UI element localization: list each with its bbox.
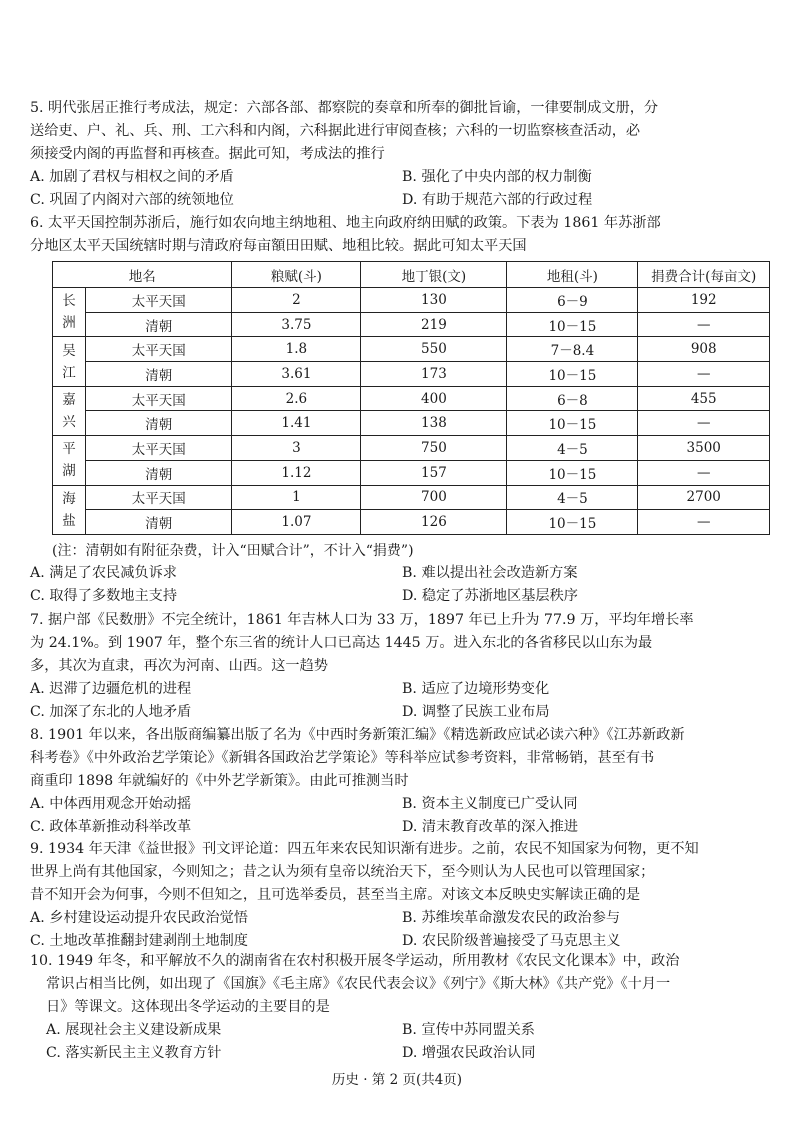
table-cell: 清朝 (86, 460, 232, 485)
table-cell: 1 (232, 485, 361, 510)
question-6-options (30, 562, 770, 608)
region-cell: 长 洲 (53, 288, 86, 337)
option-b: B. 强化了中央内部的权力制衡 (402, 169, 592, 185)
question-8-line: 8. 1901 年以来，各出版商编纂出版了名为《中西时务新策汇编》《精选新政应试必读六种》《江苏新政新 (30, 727, 685, 743)
table-cell: — (638, 312, 770, 337)
table-cell: 太平天国 (86, 436, 232, 461)
table-row (53, 485, 770, 510)
option-d: D. 农民阶级普遍接受了马克思主义 (402, 933, 621, 949)
table-cell: 清朝 (86, 510, 232, 535)
question-5-line: 送给吏、户、礼、兵、刑、工六科和内阁，六科据此进行审阅查核；六科的一切监察核查活动，必 (30, 123, 641, 139)
table-cell: 太平天国 (86, 386, 232, 411)
option-c: C. 政体革新推动科举改革 (30, 819, 192, 835)
table-row (53, 386, 770, 411)
table-cell: 138 (361, 411, 507, 436)
option-c: C. 土地改革推翻封建剥削土地制度 (30, 933, 248, 949)
table-row (53, 337, 770, 362)
question-8-line: 科考卷》《中外政治艺学策论》《新辑各国政治艺学策论》等科举应试参考资料，非常畅销，甚至有书 (30, 750, 655, 766)
region-cell: 吴 江 (53, 337, 86, 386)
table-cell: 太平天国 (86, 337, 232, 362)
question-5-line: 须接受内阁的再监督和再核查。据此可知，考成法的推行 (30, 146, 385, 162)
option-c: C. 巩固了内阁对六部的统领地位 (30, 192, 234, 208)
table-cell: 清朝 (86, 411, 232, 436)
question-10-line: 10. 1949 年冬，和平解放不久的湖南省在农村积极开展冬学运动，所用教材《农民文化课本》中，政治 (30, 953, 680, 969)
table-cell: 126 (361, 510, 507, 535)
table-row (53, 312, 770, 337)
table-row (53, 460, 770, 485)
option-a: A. 展现社会主义建设新成果 (46, 1022, 222, 1038)
option-b: B. 苏维埃革命激发农民的政治参与 (402, 910, 621, 926)
table-cell: 10－15 (507, 510, 638, 535)
table-cell: 太平天国 (86, 288, 232, 313)
table-cell: — (638, 460, 770, 485)
table-cell: 157 (361, 460, 507, 485)
table-cell: 1.41 (232, 411, 361, 436)
table-cell: 219 (361, 312, 507, 337)
header-cell: 粮赋(斗) (232, 262, 361, 288)
region-cell: 海 盐 (53, 485, 86, 534)
table-cell: 3 (232, 436, 361, 461)
header-cell: 地租(斗) (507, 262, 638, 288)
table-cell: 130 (361, 288, 507, 313)
table-cell: 400 (361, 386, 507, 411)
option-d: D. 清末教育改革的深入推进 (402, 819, 578, 835)
question-8 (30, 724, 770, 839)
table-cell: — (638, 362, 770, 387)
table-cell: 4－5 (507, 485, 638, 510)
table-cell: 2700 (638, 485, 770, 510)
table-cell: 3.75 (232, 312, 361, 337)
region-cell: 嘉 兴 (53, 386, 86, 435)
table-cell: 455 (638, 386, 770, 411)
table-cell: 700 (361, 485, 507, 510)
table-cell: 4－5 (507, 436, 638, 461)
question-9-line: 世界上尚有其他国家，今则知之；昔之认为须有皇帝以统治天下，至今则认为人民也可以管理国家； (30, 864, 655, 880)
table-cell: 6－9 (507, 288, 638, 313)
table-note: (注：清朝如有附征杂费，计入“田赋合计”，不计入“捐费”) (52, 543, 414, 559)
option-b: B. 宣传中苏同盟关系 (402, 1022, 535, 1038)
option-c: C. 取得了多数地主支持 (30, 588, 178, 604)
region-cell: 平 湖 (53, 436, 86, 485)
option-a: A. 乡村建设运动提升农民政治觉悟 (30, 910, 248, 926)
question-6-line: 6. 太平天国控制苏浙后，施行如农向地主纳地租、地主向政府纳田赋的政策。下表为 1861 年苏浙部 (30, 215, 661, 231)
table-cell: 太平天国 (86, 485, 232, 510)
table-cell: 173 (361, 362, 507, 387)
table-cell: 3500 (638, 436, 770, 461)
table-row (53, 436, 770, 461)
question-5-line: 5. 明代张居正推行考成法，规定：六部各部、都察院的奏章和所奉的御批旨谕，一律要制成文册，分 (30, 100, 659, 116)
question-9-options (30, 907, 770, 953)
option-b: B. 资本主义制度已广受认同 (402, 796, 578, 812)
question-5 (30, 97, 770, 212)
question-7 (30, 609, 770, 724)
table-cell: 10－15 (507, 362, 638, 387)
option-c: C. 加深了东北的人地矛盾 (30, 704, 192, 720)
option-a: A. 迟滞了边疆危机的进程 (30, 681, 192, 697)
option-c: C. 落实新民主主义教育方针 (46, 1045, 222, 1061)
table-row (53, 288, 770, 313)
question-6 (30, 212, 770, 258)
table-cell: 6－8 (507, 386, 638, 411)
table-cell: 550 (361, 337, 507, 362)
question-9 (30, 838, 770, 953)
question-7-line: 为 24.1%。到 1907 年，整个东三省的统计人口已高达 1445 万。进入东北的各省移民以山东为最 (30, 635, 653, 651)
table-cell: 10－15 (507, 411, 638, 436)
table-cell: 2.6 (232, 386, 361, 411)
table-cell: 750 (361, 436, 507, 461)
table-cell: 1.07 (232, 510, 361, 535)
table-cell: 1.8 (232, 337, 361, 362)
option-d: D. 有助于规范六部的行政过程 (402, 192, 593, 208)
question-6-line: 分地区太平天国统辖时期与清政府每亩額田田赋、地租比较。据此可知太平天国 (30, 238, 527, 254)
question-9-line: 9. 1934 年天津《益世报》刊文评论道：四五年来农民知识渐有进步。之前，农民不知国家为何物，更不知 (30, 841, 699, 857)
table-row (53, 362, 770, 387)
page-footer: 历史 · 第 2 页(共4页) (331, 1072, 463, 1088)
option-d: D. 调整了民族工业布局 (402, 704, 550, 720)
tax-comparison-table (52, 261, 770, 535)
option-d: D. 稳定了苏浙地区基层秩序 (402, 588, 578, 604)
table-cell: — (638, 411, 770, 436)
table-cell: — (638, 510, 770, 535)
header-cell: 地丁银(文) (361, 262, 507, 288)
table-cell: 3.61 (232, 362, 361, 387)
question-8-options (30, 793, 770, 839)
question-7-line: 多，其次为直隶，再次为河南、山西。这一趋势 (30, 658, 328, 674)
question-7-line: 7. 据户部《民数册》不完全统计，1861 年吉林人口为 33 万，1897 年已上升为 77.9 万，平均年增长率 (30, 612, 694, 628)
option-a: A. 中体西用观念开始动摇 (30, 796, 192, 812)
table-cell: 清朝 (86, 312, 232, 337)
question-9-line: 昔不知开会为何事，今则不但知之，且可选举委员，甚至当主席。对该文本反映史实解读正确的是 (30, 887, 641, 903)
header-cell: 地名 (53, 262, 232, 288)
table-header-row (53, 262, 770, 288)
question-10 (30, 950, 770, 1065)
table-cell: 908 (638, 337, 770, 362)
question-7-options (30, 678, 770, 724)
table-cell: 清朝 (86, 362, 232, 387)
option-a: A. 满足了农民减负诉求 (30, 565, 177, 581)
option-b: B. 适应了边境形势变化 (402, 681, 550, 697)
option-a: A. 加剧了君权与相权之间的矛盾 (30, 169, 234, 185)
question-10-line: 日》等课文。这体现出冬学运动的主要目的是 (46, 999, 330, 1015)
question-8-line: 商重印 1898 年就编好的《中外艺学新策》。由此可推测当时 (30, 773, 409, 789)
option-d: D. 增强农民政治认同 (402, 1045, 536, 1061)
option-b: B. 难以提出社会改造新方案 (402, 565, 578, 581)
table-cell: 7－8.4 (507, 337, 638, 362)
question-10-options (30, 1019, 770, 1065)
header-cell: 捐费合计(每亩文) (638, 262, 770, 288)
table-cell: 10－15 (507, 312, 638, 337)
table-cell: 10－15 (507, 460, 638, 485)
table-cell: 1.12 (232, 460, 361, 485)
question-6-options-block (30, 562, 770, 608)
question-10-line: 常识占相当比例，如出现了《国旗》《毛主席》《农民代表会议》《列宁》《斯大林》《共产党》《十月一 (46, 976, 671, 992)
table-row (53, 510, 770, 535)
question-5-options (30, 166, 770, 212)
table-cell: 2 (232, 288, 361, 313)
table-cell: 192 (638, 288, 770, 313)
table-row (53, 411, 770, 436)
